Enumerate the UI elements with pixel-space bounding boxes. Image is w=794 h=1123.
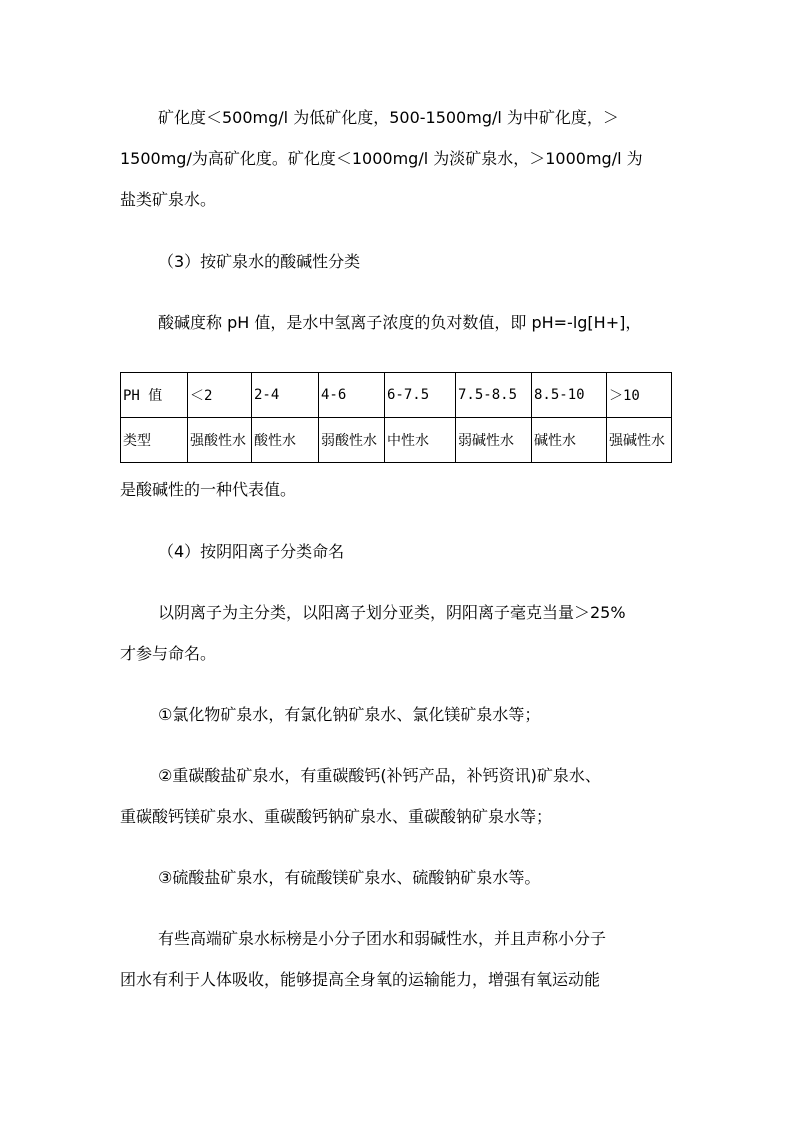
ph-table-cell: 弱酸性水 [319,418,385,463]
ph-table-cell: 2-4 [252,373,319,418]
ph-table-header-row [121,373,672,418]
paragraph-line: 才参与命名。 [120,644,217,663]
ph-table [120,372,672,463]
ph-table-cell: ＞10 [607,373,672,418]
paragraph-line: 盐类矿泉水。 [120,190,217,209]
paragraph-line: 团水有利于人体吸收，能够提高全身氧的运输能力，增强有氧运动能 [120,970,601,989]
section-heading-4: （4）按阴阳离子分类命名 [158,542,345,561]
ph-table-cell: 弱碱性水 [456,418,532,463]
section-heading-3: （3）按矿泉水的酸碱性分类 [158,252,361,271]
ph-table-cell: ＜2 [188,373,252,418]
ph-table-type-row [121,418,672,463]
paragraph-line: 以阴离子为主分类，以阳离子划分亚类，阴阳离子毫克当量＞25% [158,603,626,622]
paragraph-line: 1500mg/为高矿化度。矿化度＜1000mg/l 为淡矿泉水，＞1000mg/l 为 [120,149,643,168]
list-item: ③硫酸盐矿泉水，有硫酸镁矿泉水、硫酸钠矿泉水等。 [158,868,541,887]
ph-table-cell: 4-6 [319,373,385,418]
ph-table-cell: 7.5-8.5 [456,373,532,418]
paragraph-line: 重碳酸钙镁矿泉水、重碳酸钙钠矿泉水、重碳酸钠矿泉水等； [120,807,553,826]
ph-table-cell: 8.5-10 [532,373,607,418]
paragraph-line: 是酸碱性的一种代表值。 [120,480,297,499]
list-item: ①氯化物矿泉水，有氯化钠矿泉水、氯化镁矿泉水等； [158,705,541,724]
ph-table-cell: 类型 [121,418,188,463]
ph-table-cell: PH 值 [121,373,188,418]
list-item: ②重碳酸盐矿泉水，有重碳酸钙(补钙产品，补钙资讯)矿泉水、 [158,766,601,785]
ph-table-cell: 中性水 [385,418,456,463]
ph-table-cell: 强酸性水 [188,418,252,463]
paragraph-line: 矿化度＜500mg/l 为低矿化度，500-1500mg/l 为中矿化度，＞ [158,108,619,127]
ph-table-cell: 酸性水 [252,418,319,463]
paragraph-line: 酸碱度称 pH 值，是水中氢离子浓度的负对数值，即 pH=-lg[H+]， [158,313,642,332]
paragraph-line: 有些高端矿泉水标榜是小分子团水和弱碱性水，并且声称小分子 [158,929,607,948]
ph-table-cell: 强碱性水 [607,418,672,463]
ph-table-cell: 6-7.5 [385,373,456,418]
ph-table-cell: 碱性水 [532,418,607,463]
